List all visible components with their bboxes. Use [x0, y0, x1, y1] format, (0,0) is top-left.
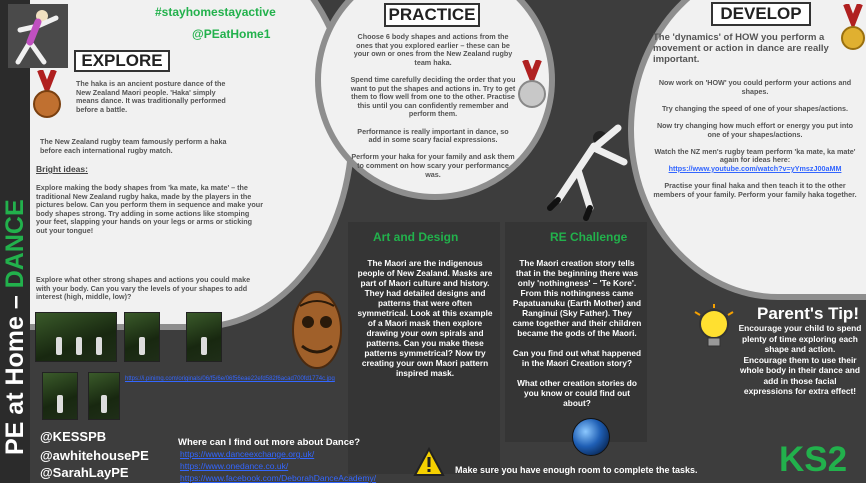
bright-ideas-title: Bright ideas: — [36, 164, 88, 174]
develop-p4: Watch the NZ men's rugby team perform 'ka mate, ka mate' again for ideas here: — [654, 146, 856, 165]
breakdancer-icon — [528, 90, 628, 230]
develop-p3: Now try changing how much effort or energy you put into one of your shapes/actions. — [656, 120, 854, 139]
lightbulb-icon — [693, 304, 735, 354]
develop-text — [652, 79, 858, 199]
develop-heading: DEVELOP — [711, 2, 811, 26]
practice-p4: Perform your haka for your family and ask them to comment on how scary your performance was. — [351, 152, 515, 179]
practice-text — [350, 33, 516, 179]
key-stage-badge: KS2 — [779, 440, 848, 479]
re-text — [512, 258, 642, 408]
practice-p2: Spend time carefully deciding the order that you want to put the shapes and actions in. Try to get them to flow well from one to the other. Practise this until you can confidently remember and perform them. — [350, 74, 516, 119]
bright-ideas-text: Explore making the body shapes from 'ka mate, ka mate' – the traditional New Zealand rugby haka, made by the players in the pictures below. Can you perform them in sequence and make your body shapes strong. Try adding in some actions like stomping your feet, slapping your hands on your legs or arms or sticking out your tongue! — [36, 183, 263, 235]
explore-heading: EXPLORE — [74, 50, 170, 72]
facebook-dance-link[interactable]: https://www.facebook.com/DeborahDanceAcademy/ — [180, 473, 377, 483]
youtube-link[interactable]: https://www.youtube.com/watch?v=yYmszJ00aMM — [668, 163, 842, 173]
haka-photo — [186, 312, 222, 362]
art-text: The Maori are the indigenous people of New Zealand. Masks are part of Maori culture and history. They had detailed designs and patterns that were often symmetrical. Look at this example of a Maori mask then explore drawing your own spirals and patterns. Can you make these patterns symmetrical? Now try creating your own Maori pattern inspired mask. — [357, 258, 493, 378]
re-p1: The Maori creation story tells that in the beginning there was only 'nothingness' – 'Te Kore'. From this nothingness came Papatuanuku (Earth Mother) and Ranginui (Sky Father). They came together and their children became the gods of the Maori. — [512, 258, 642, 338]
dancer-icon — [8, 4, 68, 68]
develop-p1: Now work on 'HOW' you could perform your actions and shapes. — [658, 78, 852, 96]
find-more-title: Where can I find out more about Dance? — [178, 437, 361, 448]
explore-intro-2: The New Zealand rugby team famously perform a haka before each international rugby match. — [40, 137, 227, 155]
hashtag: #stayhomestayactive — [155, 5, 276, 19]
bronze-medal-icon — [32, 70, 62, 120]
develop-p5: Practise your final haka and then teach it to the other members of your family. Perform your family haka together. — [653, 181, 857, 199]
warning-text: Make sure you have enough room to complete the tasks. — [455, 465, 698, 475]
maori-mask-icon — [290, 290, 345, 370]
practice-p3: Performance is really important in dance, so add in some scary facial expressions. — [357, 126, 509, 145]
dance-exchange-link[interactable]: https://www.danceexchange.org.uk/ — [180, 449, 315, 459]
tip-title: Parent's Tip! — [757, 304, 859, 323]
re-p2: Can you find out what happened in the Maori Creation story? — [512, 348, 642, 368]
warning-icon — [413, 447, 445, 477]
handle-awhitehousepe: @awhitehousePE — [40, 448, 149, 463]
develop-intro: The 'dynamics' of HOW you perform a movement or action in dance are really important. — [653, 32, 829, 65]
globe-icon — [572, 418, 610, 456]
bright-ideas-text-2: Explore what other strong shapes and actions you could make with your body. Can you vary the levels of your shapes to add interest (high, middle, low)? — [36, 275, 251, 302]
tip-text — [738, 323, 862, 397]
haka-photo — [42, 372, 78, 420]
practice-heading: PRACTICE — [384, 3, 480, 27]
handle-sarahlaype: @SarahLayPE — [40, 465, 129, 480]
haka-photo — [124, 312, 160, 362]
re-p3: What other creation stories do you know or could find out about? — [517, 378, 637, 408]
tip-p1: Encourage your child to spend plenty of time exploring each shape and action. — [738, 323, 862, 354]
haka-photo — [35, 312, 117, 362]
one-dance-link[interactable]: https://www.onedance.co.uk/ — [180, 461, 289, 471]
explore-intro: The haka is an ancient posture dance of the New Zealand Maori people. 'Haka' simply means dance. It was traditionally performed before a battle. — [76, 79, 226, 114]
re-title: RE Challenge — [550, 230, 628, 244]
twitter-handle-top: @PEatHome1 — [192, 27, 271, 41]
develop-p2: Try changing the speed of one of your shapes/actions. — [661, 103, 849, 113]
haka-photo — [88, 372, 120, 420]
art-title: Art and Design — [373, 230, 459, 244]
side-title: PE at Home – DANCE — [1, 199, 29, 455]
tip-p2: Encourage them to use their whole body in their dance and add in those facial expressions for extra effect! — [739, 354, 861, 396]
handle-kesspb: @KESSPB — [40, 429, 107, 444]
pinterest-link[interactable]: https://i.pinimg.com/originals/06/f5/6e/06f56eae22efd582f6acad700fd1774c.jpg — [125, 376, 335, 382]
practice-p1: Choose 6 body shapes and actions from the ones that you explored earlier – these can be your own or ones from the New Zealand rugby team haka. — [353, 32, 513, 67]
